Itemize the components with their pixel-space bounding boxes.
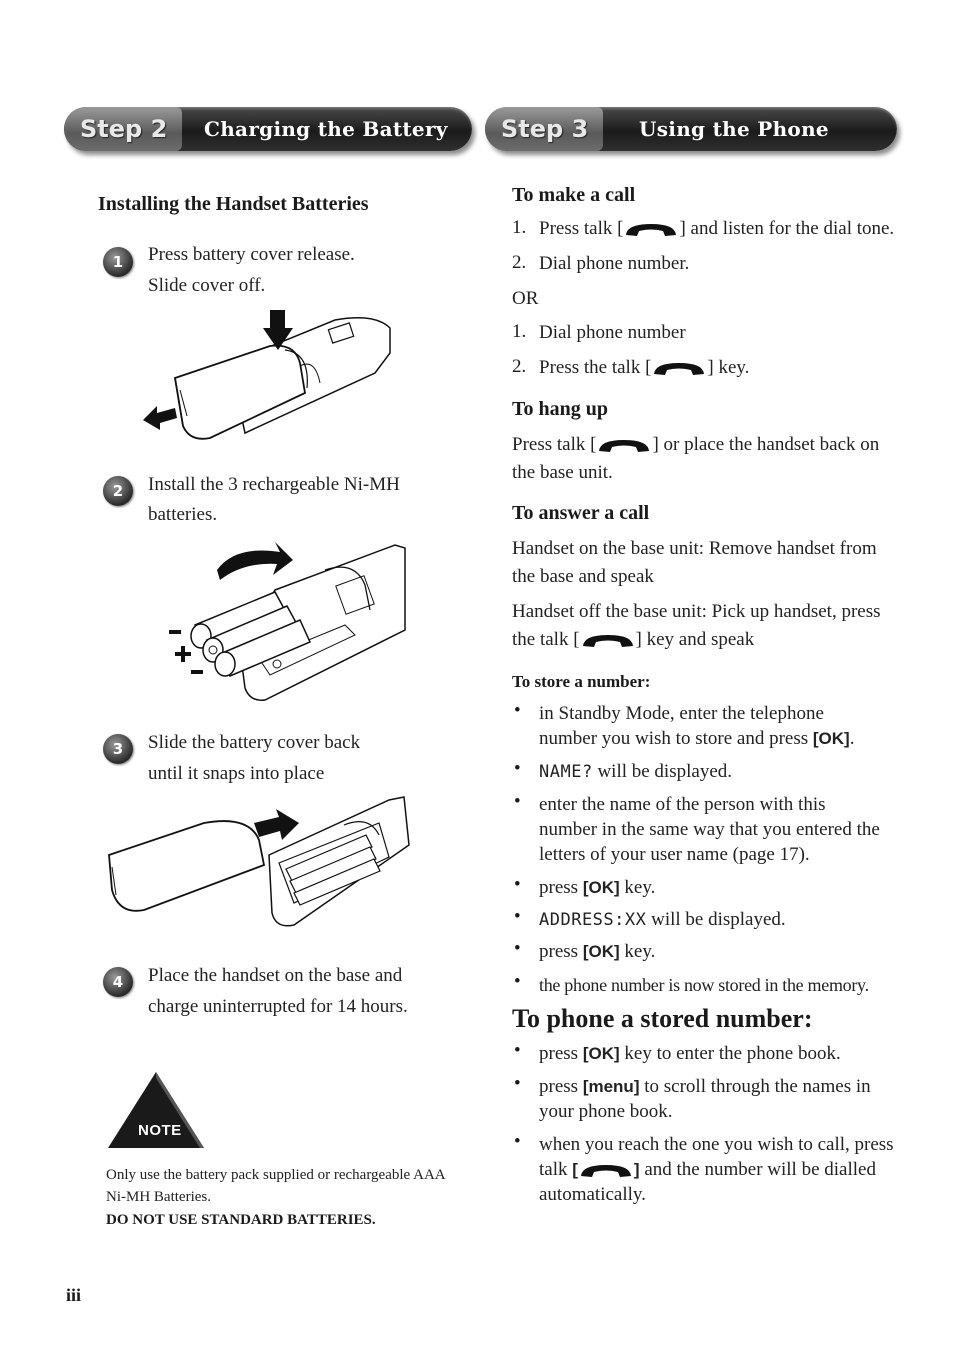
store-b2 (539, 759, 732, 785)
hang-up-line1-a: Press talk [ (512, 434, 597, 455)
phone-stored-b2-text: to scroll through the names in (639, 1076, 871, 1097)
answer-p2-line2-b: ] key and speak (635, 629, 755, 650)
step2-line2: batteries. (148, 504, 218, 525)
answer-heading: To answer a call (512, 502, 650, 524)
answer-p1-line2: the base and speak (512, 566, 654, 587)
bracket-right: ] (633, 1160, 640, 1179)
store-b5-text: will be displayed. (646, 909, 786, 930)
phone-stored-b3-text: and the number will be dialled (639, 1159, 876, 1180)
step3-title: Using the Phone (639, 117, 829, 141)
bullet: • (514, 1040, 521, 1061)
make-call-alt-step-2 (539, 355, 749, 381)
install-batteries-illustration (165, 540, 410, 705)
note-warning: DO NOT USE STANDARD BATTERIES. (106, 1212, 376, 1228)
step-circle-1: 1 (103, 247, 133, 277)
talk-key-icon (623, 221, 679, 239)
note-line1: Only use the battery pack supplied or rechargeable AAA (106, 1167, 446, 1183)
hang-up-line1 (512, 432, 879, 458)
name-display-text: NAME? (539, 762, 593, 782)
step1-line1: Press battery cover release. (148, 244, 355, 265)
make-call-heading: To make a call (512, 184, 636, 206)
store-b6 (539, 939, 655, 965)
talk-key-icon (578, 1162, 634, 1180)
answer-p2-line2 (512, 627, 754, 653)
store-heading: To store a number: (512, 672, 651, 691)
phone-stored-b1-text: key to enter the phone book. (619, 1043, 841, 1064)
step2-label: Step 2 (64, 107, 182, 151)
bullet: • (514, 906, 521, 927)
note-line2: Ni-MH Batteries. (106, 1189, 211, 1205)
make-call-or: OR (512, 288, 539, 309)
note-warning-icon (104, 1072, 208, 1152)
phone-stored-b1 (539, 1041, 841, 1067)
store-b7: the phone number is now stored in the memory. (539, 975, 869, 995)
step3-banner (485, 107, 897, 151)
bullet: • (514, 1131, 521, 1152)
make-call-alt-step-2-a: Press the talk [ (539, 357, 652, 378)
phone-stored-b3-talk: talk (539, 1159, 568, 1180)
store-b4-key: key. (619, 877, 656, 898)
phone-stored-b2-line2: your phone book. (539, 1101, 673, 1122)
step3-line2: until it snaps into place (148, 763, 325, 784)
step1-line2: Slide cover off. (148, 275, 266, 296)
make-call-step-2: Dial phone number. (539, 253, 690, 274)
bullet: • (514, 1073, 521, 1094)
store-b1-period: . (849, 728, 855, 749)
store-b6-key: key. (619, 941, 656, 962)
slide-cover-back-illustration (104, 795, 424, 935)
bullet: • (514, 874, 521, 895)
make-call-num-3: 1. (512, 321, 527, 342)
step2-title: Charging the Battery (204, 117, 448, 141)
phone-stored-b1-press: press (539, 1043, 579, 1064)
step2-line1: Install the 3 rechargeable Ni-MH (148, 474, 400, 495)
bullet: • (514, 791, 521, 812)
phone-stored-b3-line1: when you reach the one you wish to call, press (539, 1134, 894, 1155)
store-b1-line1: in Standby Mode, enter the telephone (539, 703, 824, 724)
store-b4-press: press (539, 877, 579, 898)
step2-banner (64, 107, 472, 151)
step-circle-4: 4 (103, 967, 133, 997)
answer-p2-line2-a: the talk [ (512, 629, 580, 650)
talk-key-icon (580, 632, 636, 650)
answer-p2-line1: Handset off the base unit: Pick up handset, press (512, 601, 881, 622)
make-call-num-4: 2. (512, 356, 527, 377)
note-label: NOTE (138, 1122, 182, 1139)
handset-cover-release-illustration (135, 308, 400, 448)
hang-up-line1-b: ] or place the handset back on (652, 434, 880, 455)
make-call-step-1 (539, 216, 894, 242)
answer-p1-line1: Handset on the base unit: Remove handset from (512, 538, 877, 559)
store-b3-line2: number in the same way that you entered the (539, 819, 880, 840)
bracket-left: [ (572, 1160, 578, 1179)
bullet: • (514, 971, 521, 992)
make-call-alt-step-1: Dial phone number (539, 322, 686, 343)
phone-stored-b3-line3: automatically. (539, 1184, 646, 1205)
make-call-num-1: 1. (512, 217, 527, 238)
step-circle-2: 2 (103, 476, 133, 506)
ok-key-label: [OK] (582, 878, 620, 897)
make-call-alt-step-2-b: ] key. (707, 357, 750, 378)
talk-key-icon (596, 437, 652, 455)
bullet: • (514, 700, 521, 721)
store-b6-press: press (539, 941, 579, 962)
make-call-num-2: 2. (512, 252, 527, 273)
step3-label: Step 3 (485, 107, 603, 151)
store-b1-line2-text: number you wish to store and press (539, 728, 809, 749)
menu-key-label: [menu] (582, 1077, 640, 1096)
step3-line1: Slide the battery cover back (148, 732, 361, 753)
ok-key-label: [OK] (582, 942, 620, 961)
store-b2-text: will be displayed. (592, 761, 732, 782)
bullet: • (514, 758, 521, 779)
phone-stored-b2-press: press (539, 1076, 579, 1097)
store-b4 (539, 875, 655, 901)
hang-up-heading: To hang up (512, 398, 608, 420)
step4-line2: charge uninterrupted for 14 hours. (148, 996, 408, 1017)
store-b3-line3: letters of your user name (page 17). (539, 844, 810, 865)
step-circle-3: 3 (103, 734, 133, 764)
phone-stored-heading: To phone a stored number: (512, 1004, 813, 1033)
step4-line1: Place the handset on the base and (148, 965, 403, 986)
ok-key-label: [OK] (812, 729, 850, 748)
ok-key-label: [OK] (582, 1044, 620, 1063)
address-display-text: ADDRESS:XX (539, 910, 647, 930)
store-b3-line1: enter the name of the person with this (539, 794, 826, 815)
phone-stored-b3-line2 (539, 1157, 876, 1183)
talk-key-icon (651, 360, 707, 378)
installing-heading: Installing the Handset Batteries (98, 193, 369, 215)
bullet: • (514, 938, 521, 959)
hang-up-line2: the base unit. (512, 462, 613, 483)
make-call-step-1-a: Press talk [ (539, 218, 624, 239)
page-number: iii (66, 1285, 82, 1305)
phone-stored-b2-line1 (539, 1074, 871, 1100)
make-call-step-1-b: ] and listen for the dial tone. (679, 218, 895, 239)
store-b5 (539, 907, 786, 933)
store-b1-line2 (539, 726, 854, 752)
